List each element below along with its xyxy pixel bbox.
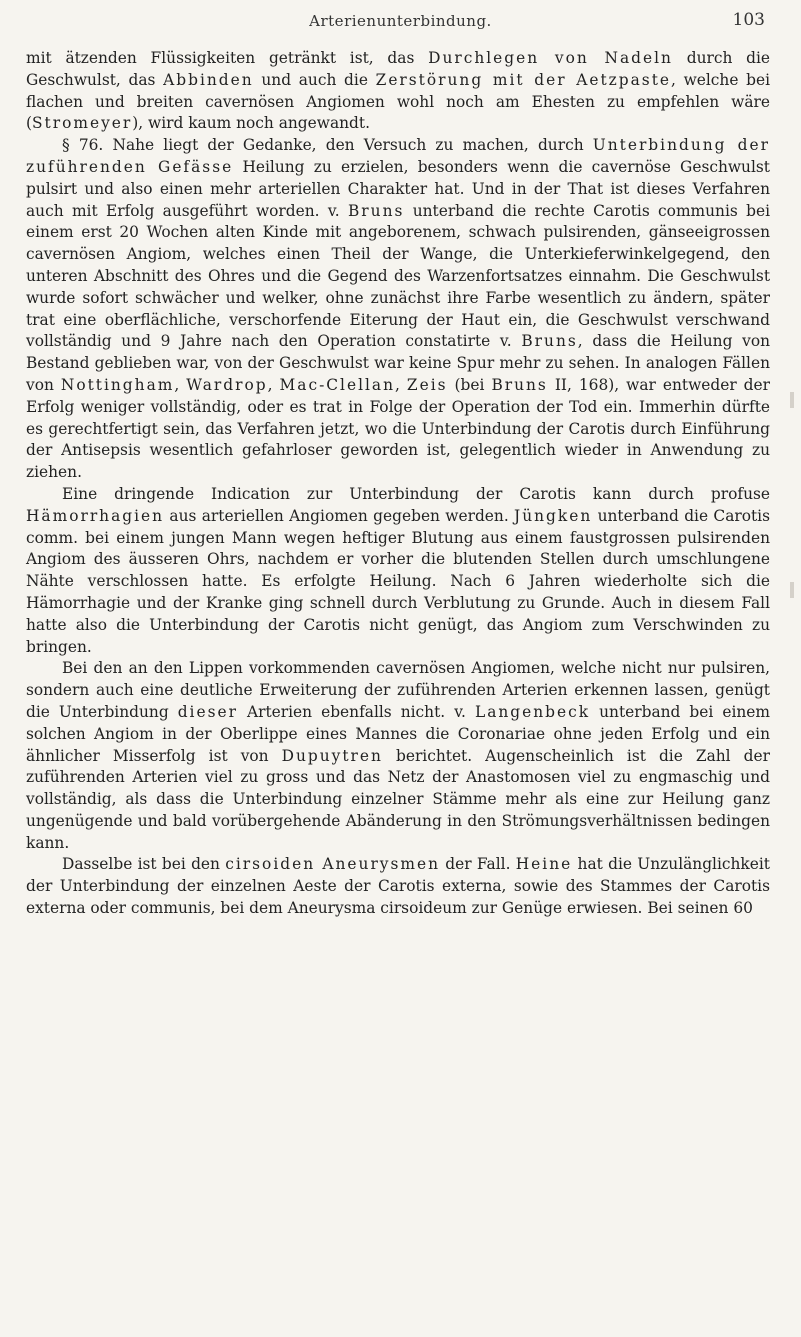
emphasized-text: Dupuytren <box>281 746 383 765</box>
text-run: (bei <box>447 375 492 394</box>
body-text <box>26 48 770 920</box>
emphasized-text: Durchlegen von Nadeln <box>428 49 673 67</box>
emphasized-text: Zerstörung mit der Aetzpaste <box>375 70 671 89</box>
text-run: mit ätzenden Flüssigkeiten getränkt ist, das <box>26 49 429 67</box>
text-run: , dass die Heilung von Bestand geblieben war, von der Geschwulst war keine Spur mehr zu sehen. In analogen Fällen von <box>26 332 771 394</box>
paragraph <box>26 854 770 919</box>
page-header <box>26 12 775 40</box>
text-run: unterband die rechte Carotis communis bei einem erst 20 Wochen alten Kinde mit angeborenem, schwach pulsirenden, gänseeigrossen cavernösen Angiom, welches einen Theil der Wange, die Unterkieferwinkelgegend, den unteren Abschnitt des Ohres und die Gegend des Warzenfortsatzes einnahm. Die Geschwulst wurde sofort schwächer und welker, ohne zunächst ihre Farbe wesentlich zu ändern, später trat eine oberflächliche, verschorfende Eiterung der Haut ein, die Geschwulst verschwand vollständig und 9 Jahre nach den Operation constatirte v. <box>26 201 770 351</box>
text-run: Heilung zu erzielen, besonders wenn die cavernöse Geschwulst pulsirt und also einen mehr arteriellen Charakter hat. Und in der That ist dieses Verfahren auch mit Erfolg ausgeführt worden. v. <box>26 157 770 220</box>
text-run: Eine dringende Indication zur Unterbindung der Carotis kann durch profuse <box>62 484 770 503</box>
text-run: Dasselbe ist bei den <box>62 855 226 874</box>
emphasized-text: Abbinden <box>163 70 254 89</box>
page-number: 103 <box>732 10 765 30</box>
emphasized-text: Mac-Clellan <box>279 375 396 394</box>
text-run: hat die Unzulänglichkeit der Unterbindung der einzelnen Aeste der Carotis externa, sowie des Stammes der Carotis externa oder communis, bei dem Aneurysma cirsoideum zur Genüge erwiesen. Bei seinen 60 <box>26 855 770 918</box>
emphasized-text: Stromeyer <box>32 114 133 133</box>
emphasized-text: Bruns <box>521 332 578 351</box>
emphasized-text: Zeis <box>406 375 448 394</box>
paragraph <box>26 658 770 854</box>
page-edge-mark <box>790 582 794 598</box>
text-run: ), wird kaum noch angewandt. <box>132 114 370 133</box>
text-run: II, 168), war entweder der Erfolg weniger vollständig, oder es trat in Folge der Operation der Tod ein. Immerhin dürfte es gerechtfertigt sein, das Verfahren jetzt, wo die Unterbindung der Carotis durch Einführung der Antisepsis wesentlich gefahrloser geworden ist, gelegentlich wieder in Anwendung zu ziehen. <box>26 375 770 482</box>
emphasized-text: Langenbeck <box>475 702 591 721</box>
text-run: Bei den an den Lippen vorkommenden cavernösen Angiomen, welche nicht nur pulsiren, sondern auch eine deutliche Erweiterung der zuführenden Arterien erkennen lassen, genügt die Unterbindung <box>26 659 770 721</box>
running-head: Arterienunterbindung. <box>309 12 492 30</box>
emphasized-text: Unterbindung der zuführenden Gefässe <box>26 136 770 176</box>
emphasized-text: Hämorrhagien <box>26 506 165 525</box>
page-edge-mark <box>790 392 794 408</box>
emphasized-text: Jüngken <box>514 506 593 525</box>
paragraph <box>26 48 770 135</box>
text-run: , <box>174 375 187 394</box>
text-run: , welche bei flachen und breiten cavernösen Angiomen wohl noch am Ehesten zu empfehlen wäre ( <box>26 70 771 133</box>
emphasized-text: Bruns <box>491 375 548 394</box>
text-run: und auch die <box>253 70 376 89</box>
emphasized-text: Nottingham <box>60 375 175 394</box>
text-run: aus arteriellen Angiomen gegeben werden. <box>164 506 515 525</box>
text-run: berichtet. Augenscheinlich ist die Zahl der zuführenden Arterien viel zu gross und das Netz der Anastomosen viel zu engmaschig und vollständig, als dass die Unterbindung einzelner Stämme mehr als eine zur Heilung ganz ungenügende und bald vorübergehende Abänderung in den Strömungsverhältnissen bedingen kann. <box>26 746 770 852</box>
paragraph <box>26 135 770 484</box>
text-run: § 76. Nahe liegt der Gedanke, den Versuch zu machen, durch <box>62 136 593 155</box>
text-run: durch die Geschwulst, das <box>26 49 770 89</box>
paragraph <box>26 484 770 658</box>
emphasized-text: dieser <box>177 702 238 721</box>
emphasized-text: Wardrop <box>186 375 268 394</box>
text-run: Arterien ebenfalls nicht. v. <box>237 702 475 721</box>
emphasized-text: Heine <box>515 855 573 874</box>
text-run: der Fall. <box>440 855 516 874</box>
text-run: , <box>395 375 407 394</box>
emphasized-text: cirsoiden Aneurysmen <box>225 855 441 874</box>
text-run: unterband die Carotis comm. bei einem jungen Mann wegen heftiger Blutung aus einem faustgrossen pulsirenden Angiom des äusseren Ohrs, nachdem er vorher die blutenden Stellen durch umschlungene Nähte verschlossen hatte. Es erfolgte Heilung. Nach 6 Jahren wiederholte sich die Hämorrhagie und der Kranke ging schnell durch Verblutung zu Grunde. Auch in diesem Fall hatte also die Unterbindung der Carotis nicht genügt, das Angiom zum Verschwinden zu bringen. <box>26 506 770 656</box>
emphasized-text: Bruns <box>347 201 405 220</box>
text-run: unterband bei einem solchen Angiom in der Oberlippe eines Mannes die Coronariae ohne jeden Erfolg und ein ähnlicher Misserfolg ist von <box>26 702 770 765</box>
text-run: , <box>267 375 280 394</box>
